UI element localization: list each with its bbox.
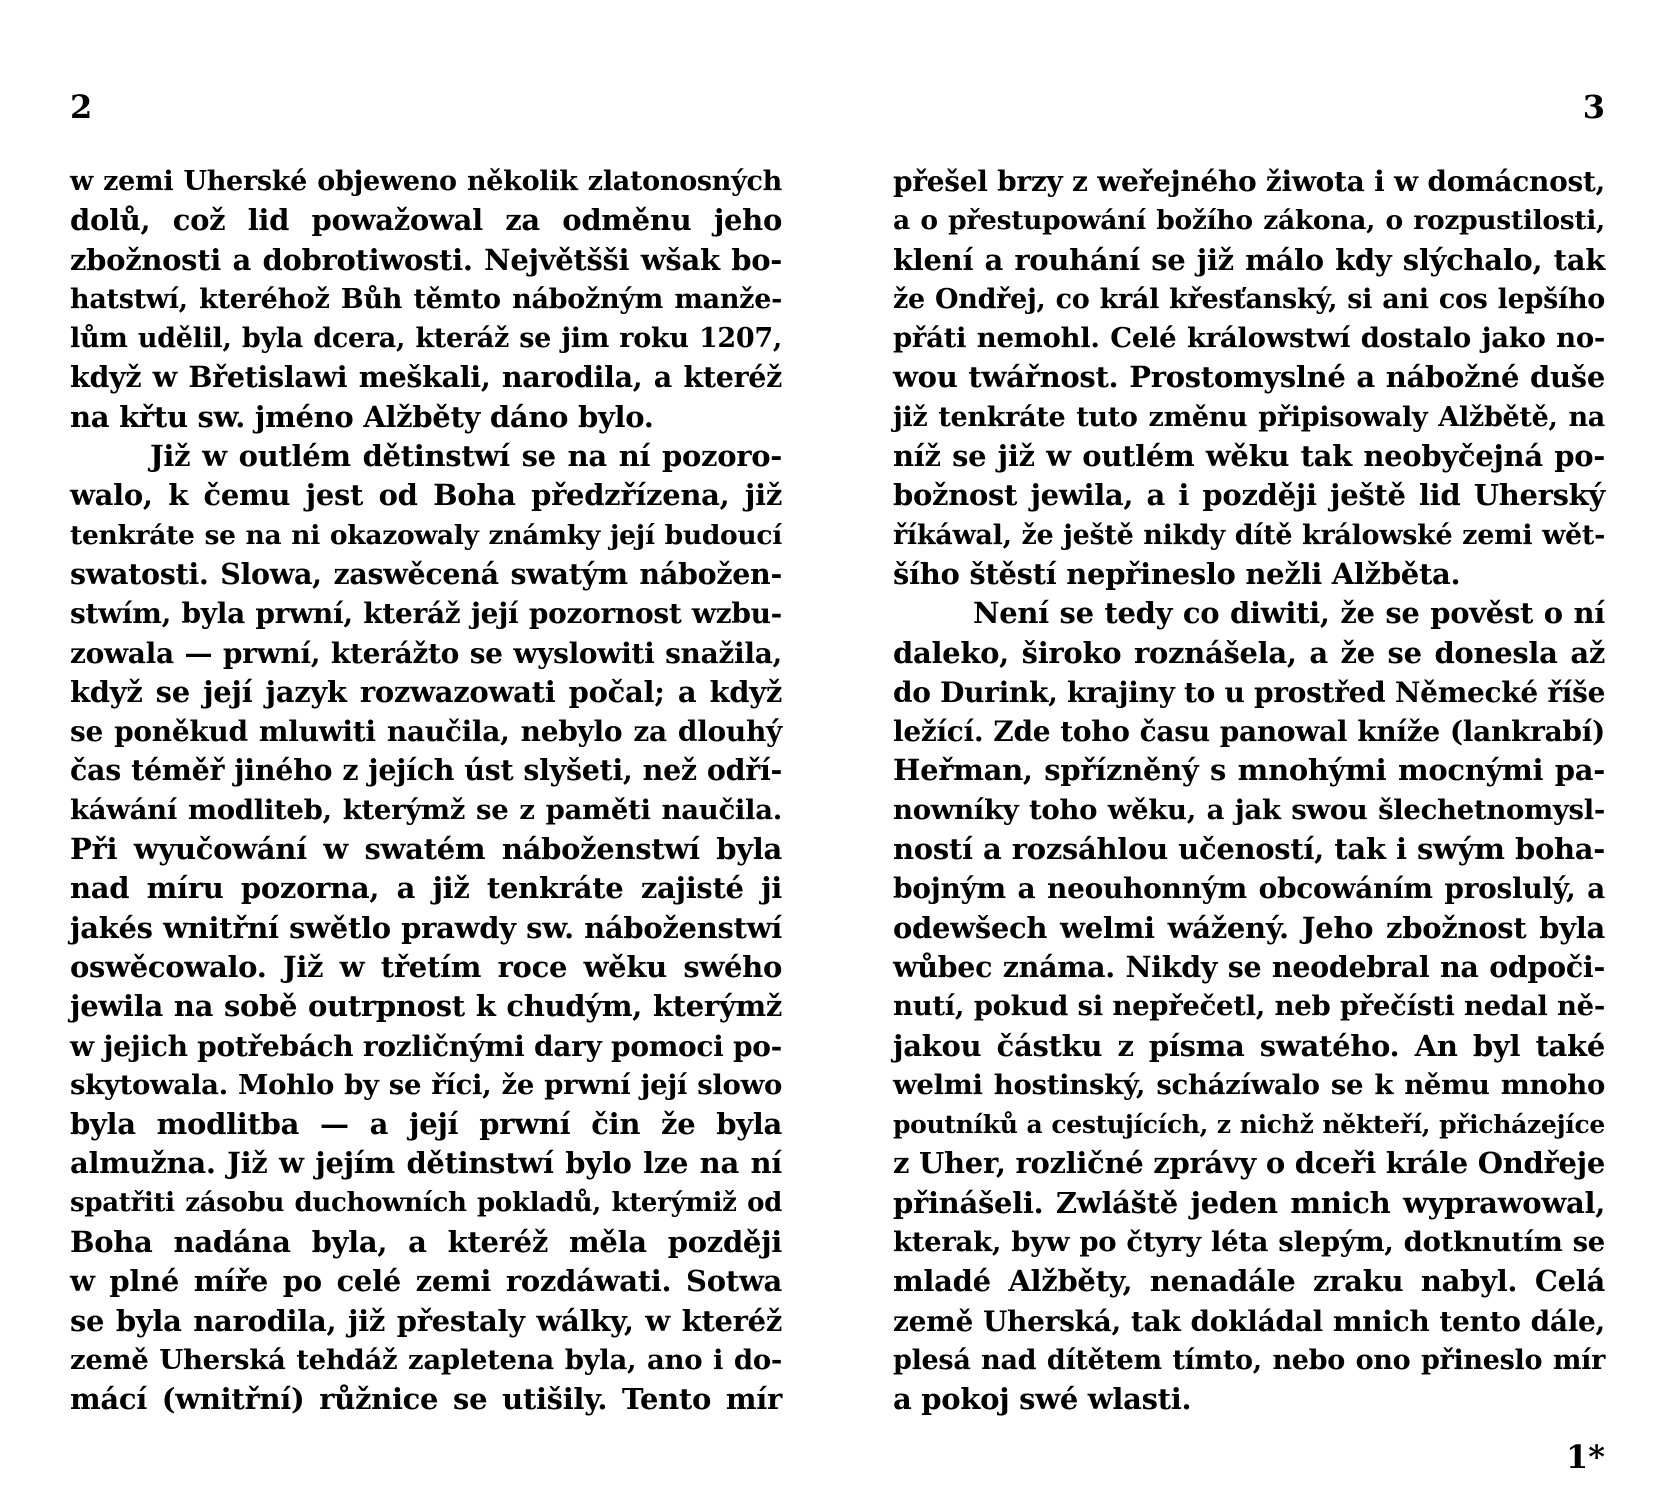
text-line: nad míru pozorna, a již tenkráte zajisté ji bbox=[70, 871, 782, 906]
text-line: níž se již w outlém wěku tak neobyčejná po- bbox=[893, 439, 1605, 474]
text-line: když se její jazyk rozwazowati počal; a když bbox=[70, 674, 782, 709]
text-line: Při wyučowání w swatém náboženstwí byla bbox=[70, 832, 782, 867]
text-line: wou twářnost. Prostomyslné a nábožné duše bbox=[893, 360, 1605, 395]
text-line: čas téměř jiného z jejích úst slyšeti, než odří- bbox=[70, 753, 782, 788]
text-line: se byla narodila, již přestaly wálky, w kteréž bbox=[70, 1303, 782, 1338]
text-line: mácí (wnitřní) růžnice se utišily. Tento mír bbox=[70, 1382, 782, 1417]
text-line: dolů, což lid powažowal za odměnu jeho bbox=[70, 203, 782, 238]
text-line: země Uherská tehdáž zapletena byla, ano i do- bbox=[70, 1343, 782, 1376]
right-page-text bbox=[893, 162, 1605, 1420]
text-line: Heřman, spřízněný s mnohými mocnými pa- bbox=[893, 753, 1605, 788]
text-line: země Uherská, tak dokládal mnich tento dále, bbox=[893, 1304, 1605, 1338]
text-line: plesá nad dítětem tímto, nebo ono přineslo mír bbox=[893, 1344, 1605, 1376]
text-line: jakou částku z písma swatého. An byl také bbox=[893, 1028, 1605, 1063]
text-line: almužna. Již w jejím dětinstwí bylo lze na ní bbox=[70, 1146, 782, 1181]
text-line: walo, k čemu jest od Boha předzřízena, již bbox=[70, 478, 782, 513]
page-number-right: 3 bbox=[1582, 88, 1605, 126]
page-number-left: 2 bbox=[70, 88, 93, 126]
text-line: poutníků a cestujících, z nichž někteří, přicházejíce bbox=[893, 1110, 1605, 1140]
text-line: hatstwí, kteréhož Bůh těmto nábožným manže- bbox=[70, 283, 782, 315]
text-line: káwání modliteb, kterýmž se z paměti naučila. bbox=[70, 793, 782, 826]
printer-signature-mark: 1* bbox=[1566, 1438, 1605, 1476]
text-line: božnost jewila, a i později ještě lid Uherský bbox=[893, 478, 1605, 513]
text-line: oswěcowalo. Již w třetím roce wěku swého bbox=[70, 949, 782, 984]
text-line: se poněkud mluwiti naučila, nebylo za dlouhý bbox=[70, 715, 782, 749]
text-line: spatřiti zásobu duchowních pokladů, kterýmiž od bbox=[70, 1187, 782, 1218]
text-line: mladé Alžběty, nenadále zraku nabyl. Celá bbox=[893, 1264, 1605, 1299]
text-line: odewšech welmi wážený. Jeho zbožnost byla bbox=[893, 910, 1605, 945]
text-line: a pokoj swé wlasti. bbox=[893, 1382, 1192, 1417]
text-line: wůbec známa. Nikdy se neodebral na odpoči- bbox=[893, 949, 1605, 984]
text-line: w plné míře po celé zemi rozdáwati. Sotwa bbox=[70, 1264, 782, 1299]
text-line: zowala — prwní, kterážto se wyslowiti snažila, bbox=[70, 636, 782, 670]
text-line: nowníky toho wěku, a jak swou šlechetnomysl- bbox=[893, 793, 1605, 826]
text-line: byla modlitba — a její prwní čin že byla bbox=[70, 1107, 782, 1142]
text-line: lům udělil, byla dcera, kteráž se jim roku 1207, bbox=[70, 323, 782, 355]
text-line: přešel brzy z weřejného žiwota i w domácnost, bbox=[893, 165, 1605, 198]
text-line: swatosti. Slowa, zaswěcená swatým nábožen- bbox=[70, 556, 782, 591]
text-line: na křtu sw. jméno Alžběty dáno bylo. bbox=[70, 399, 654, 434]
text-line: bojným a neouhonným obcowáním proslulý, a bbox=[893, 872, 1605, 906]
text-line: zbožnosti a dobrotiwosti. Největšši wšak bo- bbox=[70, 242, 782, 277]
text-line: tenkráte se na ni okazowaly známky její budoucí bbox=[70, 519, 782, 551]
text-line: skytowala. Mohlo by se říci, že prwní její slowo bbox=[70, 1068, 782, 1101]
right-page bbox=[893, 0, 1605, 1500]
text-line: že Ondřej, co král křesťanský, si ani cos lepšího bbox=[893, 283, 1605, 315]
text-line: jakés wnitřní swětlo prawdy sw. náboženstwí bbox=[70, 910, 782, 945]
text-line: w zemi Uherské objeweno několik zlatonosných bbox=[70, 166, 782, 197]
text-line: Není se tedy co diwiti, že se pověst o ní bbox=[973, 596, 1605, 631]
text-line: šího štěstí nepřineslo nežli Alžběta. bbox=[893, 556, 1461, 591]
text-line: když w Břetislawi meškali, narodila, a kteréž bbox=[70, 360, 782, 395]
text-line: kterak, byw po čtyry léta slepým, dotknutím se bbox=[893, 1226, 1605, 1259]
text-line: Boha nadána byla, a kteréž měla později bbox=[70, 1225, 782, 1260]
text-line: jewila na sobě outrpnost k chudým, kterýmž bbox=[70, 989, 782, 1024]
text-line: přáti nemohl. Celé králowstwí dostalo jako no- bbox=[893, 322, 1605, 355]
text-line: welmi hostinský, scházíwalo se k němu mnoho bbox=[893, 1068, 1605, 1101]
text-line: přinášeli. Zwláště jeden mnich wyprawowal, bbox=[893, 1185, 1605, 1220]
text-line: daleko, široko roznášela, a že se donesla až bbox=[893, 635, 1605, 670]
text-line: stwím, byla prwní, kteráž její pozornost wzbu- bbox=[70, 597, 782, 631]
text-line: říkáwal, že ještě nikdy dítě králowské zemi wět- bbox=[893, 519, 1605, 551]
left-page bbox=[70, 0, 782, 1500]
text-line: z Uher, rozličné zprávy o dceři krále Ondřeje bbox=[893, 1146, 1605, 1181]
text-line: w jejich potřebách rozličnými dary pomoci po- bbox=[70, 1029, 782, 1063]
text-line: do Durink, krajiny to u prostřed Německé říše bbox=[893, 675, 1606, 709]
text-line: ností a rozsáhlou učeností, tak i swým boha- bbox=[893, 832, 1605, 867]
text-line: Již w outlém dětinstwí se na ní pozoro- bbox=[150, 439, 782, 474]
text-line: a o přestupowání božího zákona, o rozpustilosti, bbox=[893, 205, 1605, 237]
text-line: ležící. Zde toho času panowal kníže (lankrabí) bbox=[893, 715, 1605, 749]
text-line: klení a rouhání se již málo kdy slýchalo, tak bbox=[893, 242, 1605, 277]
text-line: již tenkráte tuto změnu připisowaly Alžbětě, na bbox=[893, 401, 1605, 433]
left-page-text bbox=[70, 162, 782, 1420]
text-line: nutí, pokud si nepřečetl, neb přečísti nedal ně- bbox=[893, 990, 1605, 1023]
